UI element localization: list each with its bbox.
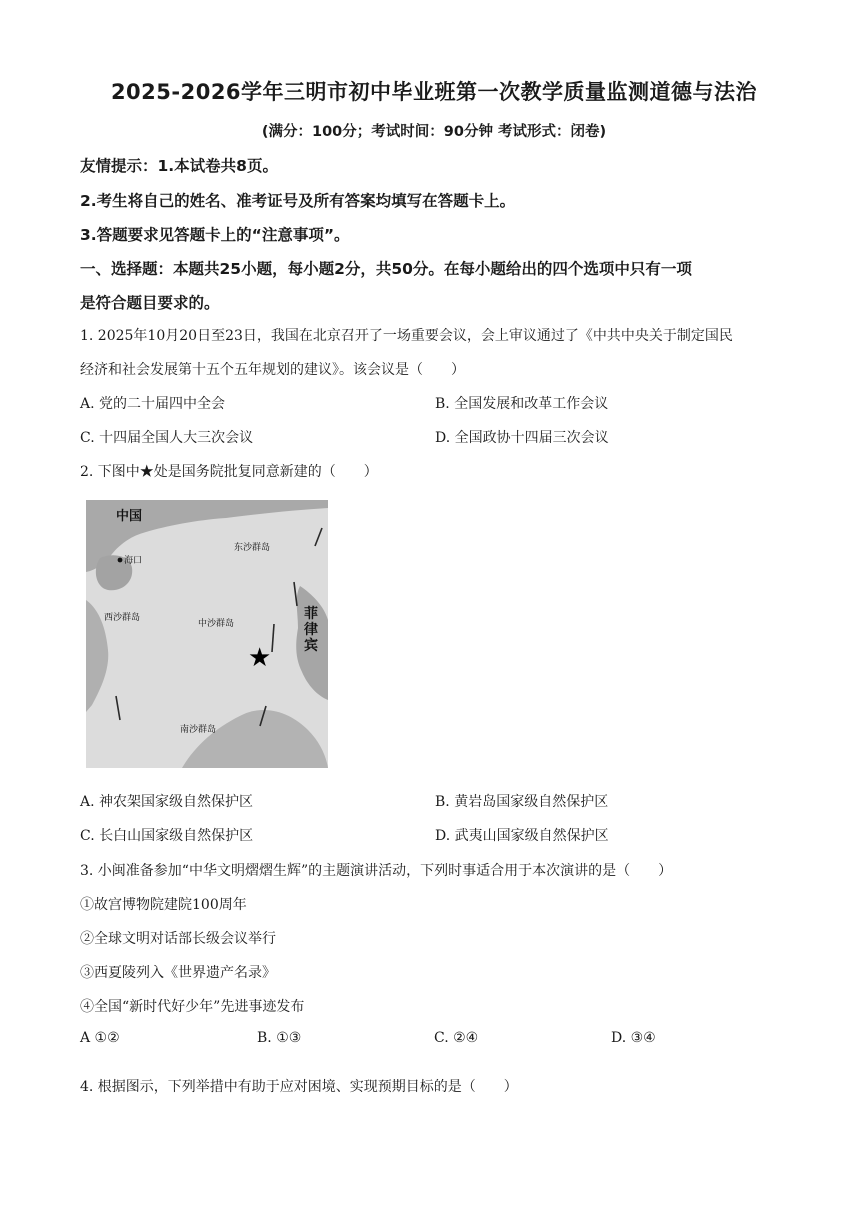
q2-option-d: D. 武夷山国家级自然保护区 [435, 828, 609, 844]
south-china-sea-map [86, 500, 328, 768]
exam-info: (满分：100分；考试时间：90分钟 考试形式：闭卷) [261, 124, 607, 140]
star-marker: ★ [248, 643, 272, 673]
q3-item-1: ①故宫博物院建院100周年 [80, 897, 247, 913]
q2-option-a: A. 神农架国家级自然保护区 [80, 794, 254, 810]
question-1-stem: 1. 2025年10月20日至23日，我国在北京召开了一场重要会议，会上审议通过了《中共中央关于制定国民 [80, 328, 733, 344]
q3-item-2: ②全球文明对话部长级会议举行 [80, 931, 276, 947]
map-label-philippines-1: 菲 [304, 606, 318, 622]
q3-option-d: D. ③④ [611, 1030, 656, 1046]
map-label-philippines-3: 宾 [304, 638, 318, 654]
q3-item-4: ④全国“新时代好少年”先进事迹发布 [80, 999, 305, 1015]
question-3-stem: 3. 小闽准备参加“中华文明熠熠生辉”的主题演讲活动，下列时事适合用于本次演讲的是（ ） [80, 863, 673, 879]
section-heading: 一、选择题：本题共25小题，每小题2分，共50分。在每小题给出的四个选项中只有一项 [80, 260, 692, 278]
q2-option-b: B. 黄岩岛国家级自然保护区 [435, 794, 609, 810]
map-label-china: 中国 [116, 509, 143, 524]
q3-option-a: A ①② [80, 1030, 120, 1046]
q1-option-a: A. 党的二十届四中全会 [80, 396, 226, 412]
haikou-dot [118, 558, 123, 563]
question-2-stem: 2. 下图中★处是国务院批复同意新建的（ ） [80, 464, 378, 480]
map-label-philippines-2: 律 [304, 622, 318, 638]
map-label-haikou: 海口 [124, 556, 143, 566]
tip-line-1: 友情提示：1.本试卷共8页。 [80, 157, 278, 175]
question-4-stem: 4. 根据图示，下列举措中有助于应对困境、实现预期目标的是（ ） [80, 1079, 518, 1095]
map-label-dongsha: 东沙群岛 [234, 543, 271, 553]
map-label-nansha: 南沙群岛 [180, 725, 217, 735]
map-label-zhongsha: 中沙群岛 [198, 619, 235, 629]
q3-option-b: B. ①③ [257, 1030, 302, 1046]
q1-option-c: C. 十四届全国人大三次会议 [80, 430, 254, 446]
tip-line-3: 3.答题要求见答题卡上的“注意事项”。 [80, 226, 350, 244]
tip-line-2: 2.考生将自己的姓名、准考证号及所有答案均填写在答题卡上。 [80, 192, 516, 210]
q1-option-b: B. 全国发展和改革工作会议 [435, 396, 609, 412]
q3-item-3: ③西夏陵列入《世界遗产名录》 [80, 965, 276, 981]
page-title: 2025-2026学年三明市初中毕业班第一次教学质量监测道德与法治 [110, 80, 758, 104]
map-label-xisha: 西沙群岛 [104, 613, 141, 623]
q2-option-c: C. 长白山国家级自然保护区 [80, 828, 254, 844]
q3-option-c: C. ②④ [434, 1030, 479, 1046]
section-heading-cont: 是符合题目要求的。 [80, 294, 220, 312]
question-1-stem-cont: 经济和社会发展第十五个五年规划的建议》。该会议是（ ） [80, 362, 465, 378]
q1-option-d: D. 全国政协十四届三次会议 [435, 430, 609, 446]
